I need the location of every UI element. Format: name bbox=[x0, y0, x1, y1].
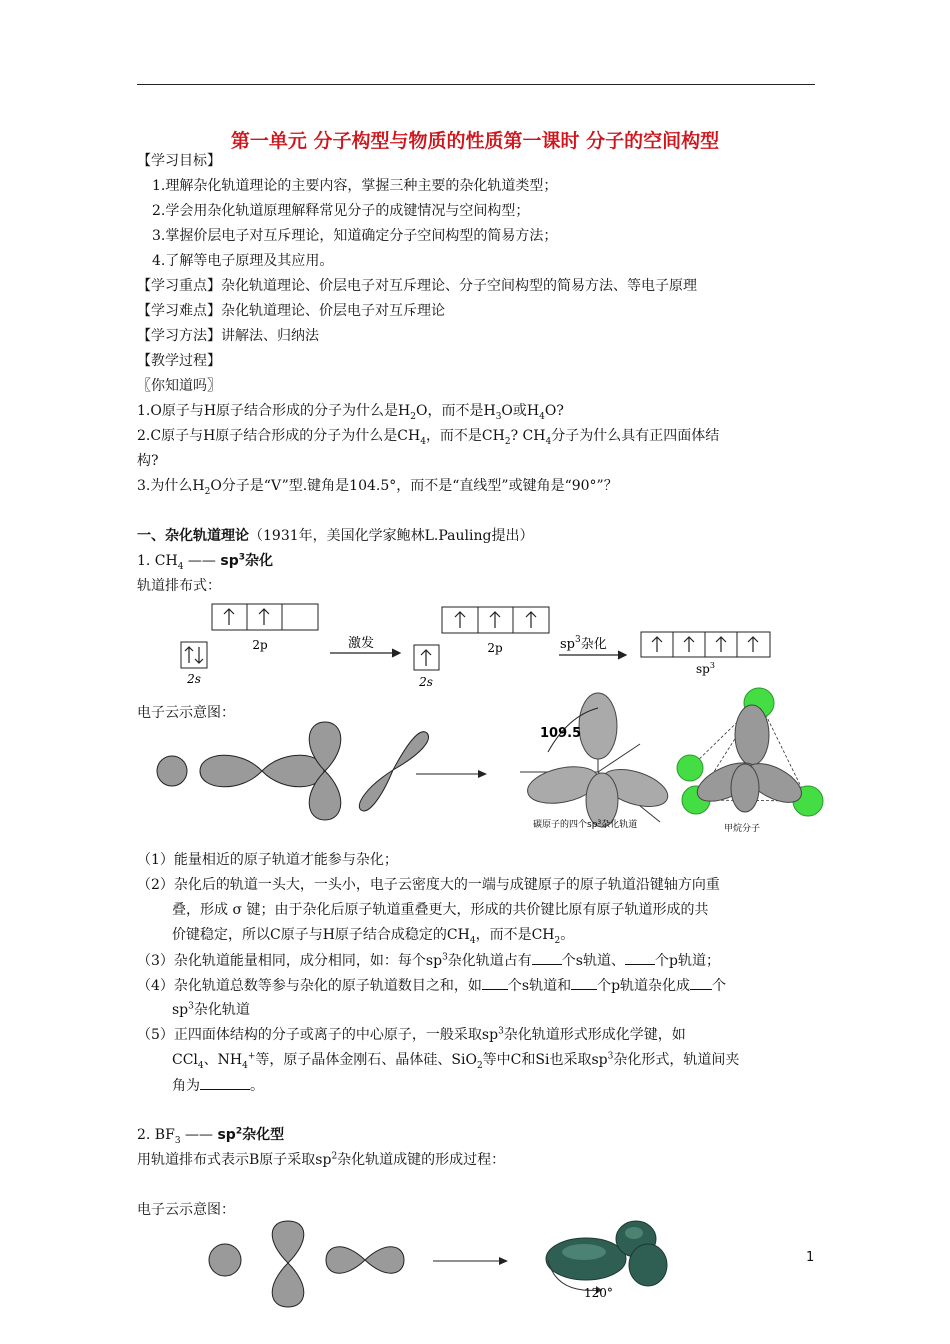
cloud-label-2: 电子云示意图： bbox=[137, 1202, 235, 1218]
sp2-orbitals-image bbox=[546, 1221, 667, 1300]
process-heading: 【教学过程】 bbox=[137, 353, 221, 369]
objectives-heading: 【学习目标】 bbox=[137, 153, 221, 169]
p-orbital-y-2 bbox=[272, 1221, 304, 1307]
point-5-cont-1: CCl$_4$、$NH_4^+$等，原子晶体金刚石、晶体硅、SiO$_2$等中C和Si也采取$sp^3$杂化形式，轨道间夹 bbox=[172, 1051, 740, 1071]
objective-4: 4.了解等电子原理及其应用。 bbox=[152, 253, 334, 269]
point-4: （4）杂化轨道总数等参与杂化的原子轨道数目之和，如 个s轨道和 个p轨道杂化成 个 bbox=[137, 975, 726, 996]
question-2: 2.C原子与H原子结合形成的分子为什么是$CH_4$，而不是$CH_2$? $CH_4$分子为什么具有正四面体结 bbox=[137, 428, 720, 447]
difficulties: 【学习难点】杂化轨道理论、价层电子对互斥理论 bbox=[137, 303, 445, 319]
caption-sp3-orbitals: 碳原子的四个$sp^3$杂化轨道 bbox=[533, 819, 638, 830]
point-5: （5）正四面体结构的分子或离子的中心原子，一般采取$sp^3$杂化轨道形式形成化学键，如 bbox=[137, 1026, 686, 1043]
methods: 【学习方法】讲解法、归纳法 bbox=[137, 328, 319, 344]
point-2: （2）杂化后的轨道一头大，一头小，电子云密度大的一端与成键原子的原子轨道沿键轴方向重 bbox=[137, 877, 720, 893]
objective-1: 1.理解杂化轨道理论的主要内容，掌握三种主要的杂化轨道类型； bbox=[152, 178, 558, 194]
label-2s-2: 2s bbox=[419, 675, 433, 689]
did-you-know: 〖你知道吗〗 bbox=[137, 378, 221, 394]
bf3-heading: 2. $BF_3$ —— $sp^2$杂化型 bbox=[137, 1126, 285, 1146]
label-2p-1: 2p bbox=[252, 638, 268, 652]
point-2-cont-1: 叠，形成 σ 键；由于杂化后原子轨道重叠更大，形成的共价键比原有原子轨道形成的共 bbox=[172, 902, 709, 918]
question-1: 1.O原子与H原子结合形成的分子为什么是$H_2O$，而不是$H_3O$或$H_4O$? bbox=[137, 403, 564, 422]
bf3-desc: 用轨道排布式表示B原子采取$sp^2$杂化轨道成键的形成过程： bbox=[137, 1151, 506, 1168]
point-5-cont-2: 角为 。 bbox=[172, 1075, 264, 1096]
p-orbital-x-2 bbox=[326, 1247, 404, 1273]
caption-methane: 甲烷分子 bbox=[723, 824, 761, 834]
point-1: （1）能量相近的原子轨道才能参与杂化； bbox=[137, 852, 398, 868]
ch4-heading: 1. $CH_4$ —— $sp^3$杂化 bbox=[137, 552, 273, 572]
objective-3: 3.掌握价层电子对互斥理论，知道确定分子空间构型的简易方法； bbox=[152, 228, 558, 244]
point-2-cont-2: 价键稳定，所以C原子与H原子结合成稳定的$CH_4$，而不是$CH_2$。 bbox=[172, 927, 575, 946]
label-2p-2: 2p bbox=[487, 641, 503, 655]
section-1-heading: 一、杂化轨道理论（1931年，美国化学家鲍林L.Pauling提出） bbox=[137, 528, 534, 544]
page-title: 第一单元 分子构型与物质的性质第一课时 分子的空间构型 bbox=[230, 130, 720, 152]
point-3: （3）杂化轨道能量相同，成分相同，如：每个$sp^3$杂化轨道占有 个s轨道、 个p轨道； bbox=[137, 950, 720, 971]
label-sp3-hybrid: $sp^3$杂化 bbox=[560, 635, 607, 652]
orbital-arrangement-label: 轨道排布式： bbox=[137, 578, 221, 594]
page-number: 1 bbox=[806, 1250, 815, 1265]
s-orbital-2 bbox=[209, 1244, 241, 1276]
label-sp3: $sp^3$ bbox=[696, 661, 715, 676]
angle-120: 120° bbox=[584, 1286, 613, 1300]
angle-109-5: 109.5 bbox=[540, 726, 582, 741]
objective-2: 2.学会用杂化轨道原理解释常见分子的成键情况与空间构型； bbox=[152, 203, 530, 219]
question-2-cont: 构? bbox=[137, 453, 159, 469]
point-4-cont: $sp^3$杂化轨道 bbox=[172, 1001, 250, 1018]
label-excite: 激发 bbox=[347, 636, 375, 651]
question-3: 3.为什么$H_2O$分子是“V”型.键角是104.5°，而不是“直线型”或键角是“90°”？ bbox=[137, 478, 618, 497]
label-2s-1: 2s bbox=[187, 672, 201, 686]
key-points: 【学习重点】杂化轨道理论、价层电子对互斥理论、分子空间构型的简易方法、等电子原理 bbox=[137, 278, 697, 294]
cloud-label-1: 电子云示意图： bbox=[137, 705, 235, 721]
